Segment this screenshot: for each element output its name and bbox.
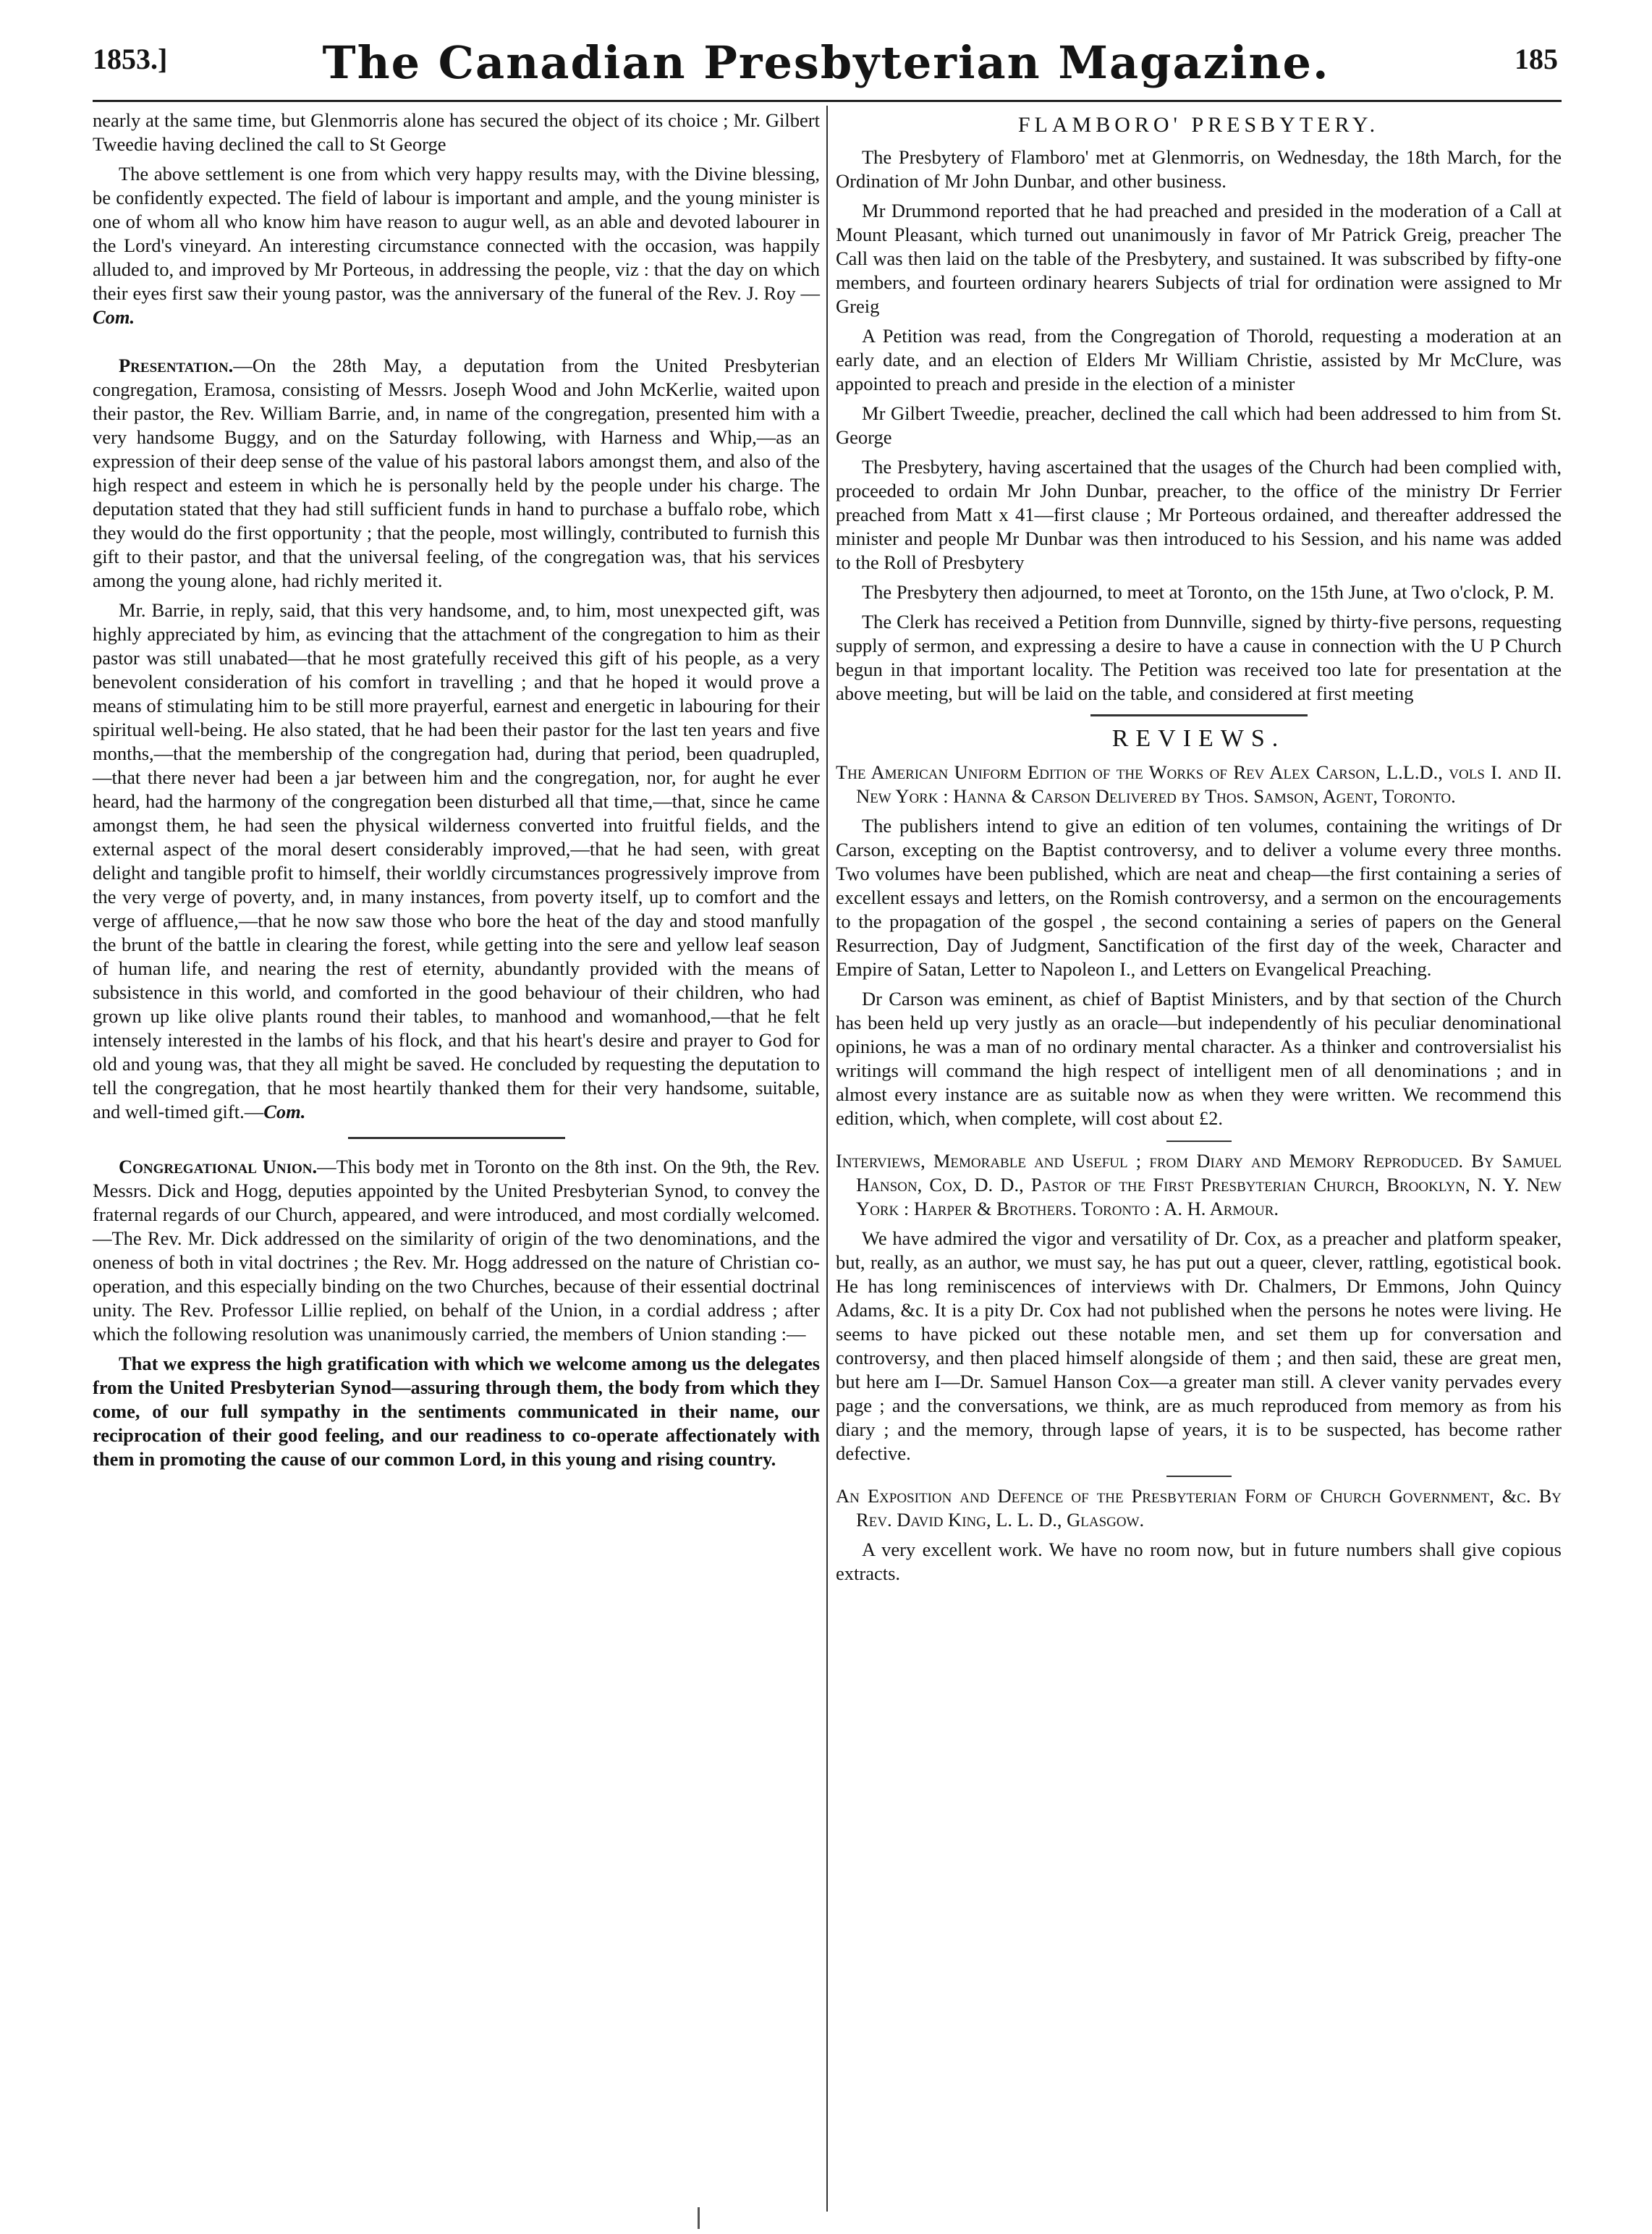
- page-number: 185: [1515, 43, 1558, 75]
- review-title: [836, 1484, 1562, 1532]
- union-paragraph: [93, 1155, 820, 1346]
- review-title-text: The American Uniform Edition of the Works of Rev Alex Carson, L.L.D., vols I. and II. New York : Hanna & Carson Delivered by Thos. Samson, Agent, Toronto.: [836, 761, 1562, 807]
- barrie-reply-text: Mr. Barrie, in reply, said, that this very handsome, and, to him, most unexpected gift, was highly appreciated by him, as evincing that the attachment of the congregation to him as their pastor was still unabated—that he most gratefully received this gift of his people, as a very benevolent consideration of his comfort in travelling ; and that he hoped it would prove a means of stimulating him to be still more prayerful, earnest and energetic in labouring for their spiritual well-being. He also stated, that he had been their pastor for the last ten years and five months,—that the membership of the congregation had, during that period, been quadrupled,—that there never had been a jar between him and the congregation, nor, for aught he ever heard, had the harmony of the congregation been disturbed all that time,—that, since he came amongst them, he had seen the physical wilderness converted into fruitful fields, and the external aspect of the moral desert considerably improved,—that he had seen, with great delight and tangible profit to himself, their worldly circumstances progressively improve from the very verge of poverty, and, in many instances, from poverty itself, up to comfort and the verge of affluence,—that he now saw those who bore the heat of the day and stood manfully the brunt of the battle in clearing the forest, while getting into the sere and yellow leaf season of human life, and nearing the rest of eternity, abundantly provided with the means of subsistence in this world, and comforted in the good behaviour of their children, who had grown up like olive plants round their tables, to manhood and womanhood,—that he felt intensely interested in the lambs of his flock, and that his heart's desire and prayer to God for old and young was, that they all might be saved. He concluded by requesting the deputation to tell the congregation, that he most heartily thanked them for their very handsome, suitable, and well-timed gift.—: [93, 599, 820, 1122]
- header-year: 1853.]: [93, 43, 168, 75]
- flamboro-heading: FLAMBORO' PRESBYTERY.: [1017, 113, 1380, 137]
- continued-paragraph: nearly at the same time, but Glenmorris alone has secured the object of its choice ; Mr. Gilbert Tweedie having declined the call to St George: [93, 109, 820, 155]
- barrie-signature: Com.: [263, 1101, 306, 1122]
- review-title-text: An Exposition and Defence of the Presbyterian Form of Church Government, &c. By Rev. David King, L. L. D., Glasgow.: [836, 1485, 1562, 1531]
- gutter-mark: [698, 2207, 700, 2229]
- section-divider: [348, 1137, 565, 1139]
- flamboro-paragraph: Mr Gilbert Tweedie, preacher, declined the call which had been addressed to him from St. George: [836, 402, 1562, 448]
- presentation-paragraph: [93, 354, 820, 593]
- review-divider: [1166, 1141, 1232, 1142]
- flamboro-paragraph: The Presbytery, having ascertained that the usages of the Church had been complied with, proceeded to ordain Mr John Dunbar, preacher, to the office of the ministry Dr Ferrier preached from Matt x 41—first clause ; Mr Porteous ordained, and thereafter addressed the minister and people Mr Dunbar was then introduced to his Session, and his name was added to the Roll of Presbytery: [836, 456, 1562, 573]
- column-divider: [826, 106, 828, 2212]
- settlement-text: The above settlement is one from which very happy results may, with the Divine blessing, be confidently expected. The field of labour is important and ample, and the young minister is one of whom all who know him have reason to augur well, as an able and devoted labourer in the Lord's vineyard. An interesting circumstance connected with the occasion, was happily alluded to, and improved by Mr Porteous, in addressing the people, viz : that the day on which their eyes first saw their young pastor, was the anniversary of the funeral of the Rev. J. Roy —: [93, 163, 820, 304]
- magazine-title: The Canadian Presbyterian Magazine.: [322, 36, 1330, 89]
- review-title: [836, 761, 1562, 808]
- section-divider: [1090, 714, 1308, 716]
- review-title: [836, 1149, 1562, 1221]
- reviews-heading: REVIEWS.: [1111, 725, 1286, 752]
- page-header: [0, 0, 1652, 89]
- review-paragraph: We have admired the vigor and versatility of Dr. Cox, as a preacher and platform speaker, but, really, as an author, we must say, he has put out a queer, clever, rattling, egotistical book. He has long reminiscences of interviews with Dr. Chalmers, Dr Emmons, John Quincy Adams, &c. It is a pity Dr. Cox had not published when the persons he notes were living. He seems to have picked out these notable men, and set them up for conversation and controversy, and then placed himself alongside of them ; and then said, these are great men, but here am I—Dr. Samuel Hanson Cox—a greater man still. A clever vanity pervades every page ; and the conversations, we think, are as much reproduced from memory as from his diary ; and the memory, through lapse of years, it is to be suspected, has become rather defective.: [836, 1227, 1562, 1464]
- presentation-lead: Presentation.: [119, 355, 234, 376]
- resolution-paragraph: That we express the high gratification with which we welcome among us the delegates from the United Presbyterian Synod—assuring through them, the body from which they come, of our full sympathy in the sentiments communicated in their name, our reciprocation of their good feeling, and our readiness to co-operate affectionately with them in promoting the cause of our common Lord, in this young and rising country.: [93, 1353, 820, 1470]
- flamboro-paragraph: A Petition was read, from the Congregation of Thorold, requesting a moderation at an early date, and an election of Elders Mr William Christie, assisted by Mr McClure, was appointed to preach and preside in the election of a minister: [836, 325, 1562, 394]
- review-divider: [1166, 1476, 1232, 1477]
- presentation-text: —On the 28th May, a deputation from the United Presbyterian congregation, Eramosa, consisting of Messrs. Joseph Wood and John McKerlie, waited upon their pastor, the Rev. William Barrie, and, in name of the congregation, presented him with a very handsome Buggy, and on the Saturday following, with Harness and Whip,—as an expression of their deep sense of the value of his pastoral labors amongst them, and also of the high respect and esteem in which he is personally held by the people under his charge. The deputation stated that they had still sufficient funds in hand to purchase a buffalo robe, which they would do the first opportunity ; that the people, most willingly, contributed to furnish this gift to their pastor, and that the universal feeling, of the congregation was, that his services among the young alone, had richly merited it.: [93, 355, 820, 591]
- flamboro-paragraph: The Presbytery of Flamboro' met at Glenmorris, on Wednesday, the 18th March, for the Ordination of Mr John Dunbar, and other business.: [836, 146, 1562, 192]
- barrie-reply-paragraph: [93, 598, 820, 1124]
- review-paragraph: The publishers intend to give an edition of ten volumes, containing the writings of Dr Carson, excepting on the Baptist controversy, and to deliver a volume every three months. Two volumes have been published, which are neat and cheap—the first containing a series of excellent essays and letters, on the Romish controversy, and a sermon on the encouragements to the propagation of the gospel , the second containing a series of papers on the General Resurrection, Day of Judgment, Sanctification of the first day of the week, Character and Empire of Satan, Letter to Napoleon I., and Letters on Evangelical Preaching.: [836, 815, 1562, 980]
- header-rule: [93, 100, 1562, 102]
- flamboro-paragraph: The Clerk has received a Petition from Dunnville, signed by thirty-five persons, requesting supply of sermon, and expressing a desire to have a cause in connection with the U P Church begun in that important locality. The Petition was received too late for presentation at the above meeting, but will be laid on the table, and considered at first meeting: [836, 611, 1562, 704]
- review-title-text: Interviews, Memorable and Useful ; from Diary and Memory Reproduced. By Samuel Hanson, Cox, D. D., Pastor of the First Presbyterian Church, Brooklyn, N. Y. New York : Harper & Brothers. Toronto : A. H. Armour.: [836, 1150, 1562, 1219]
- flamboro-paragraph: The Presbytery then adjourned, to meet at Toronto, on the 15th June, at Two o'clock, P. M.: [862, 581, 1554, 603]
- flamboro-paragraph: Mr Drummond reported that he had preached and presided in the moderation of a Call at Mount Pleasant, which turned out unanimously in favor of Mr Patrick Greig, preacher The Call was then laid on the table of the Presbytery, and sustained. It was subscribed by fifty-one members, and fourteen ordinary hearers Subjects of trial for ordination were assigned to Mr Greig: [836, 200, 1562, 317]
- union-text: —This body met in Toronto on the 8th inst. On the 9th, the Rev. Messrs. Dick and Hogg, deputies appointed by the United Presbyterian Synod, to convey the fraternal regards of our Church, appeared, and were introduced, and most cordially welcomed.—The Rev. Mr. Dick addressed on the similarity of origin of the two denominations, and the oneness of both in vital doctrines ; the Rev. Mr. Hogg addressed on the nature of Christian co-operation, and this especially binding on the two Churches, because of their essential doctrinal unity. The Rev. Professor Lillie replied, on behalf of the Union, in a cordial address ; after which the following resolution was unanimously carried, the members of Union standing :—: [93, 1156, 820, 1345]
- union-lead: Congregational Union.: [119, 1156, 318, 1177]
- settlement-signature: Com.: [93, 306, 135, 328]
- settlement-paragraph: [93, 162, 820, 329]
- right-column: [836, 109, 1562, 1591]
- review-paragraph: A very excellent work. We have no room now, but in future numbers shall give copious extracts.: [836, 1539, 1562, 1584]
- review-paragraph: Dr Carson was eminent, as chief of Baptist Ministers, and by that section of the Church has been held up very justly as an oracle—but independently of his peculiar denominational opinions, he was a man of no ordinary mental character. As a thinker and controversialist his writings will command the high respect of intelligent men of all denominations ; and in almost every instance are as suitable now as when they were written. We recommend this edition, which, when complete, will cost about £2.: [836, 988, 1562, 1129]
- left-column: [93, 109, 820, 1477]
